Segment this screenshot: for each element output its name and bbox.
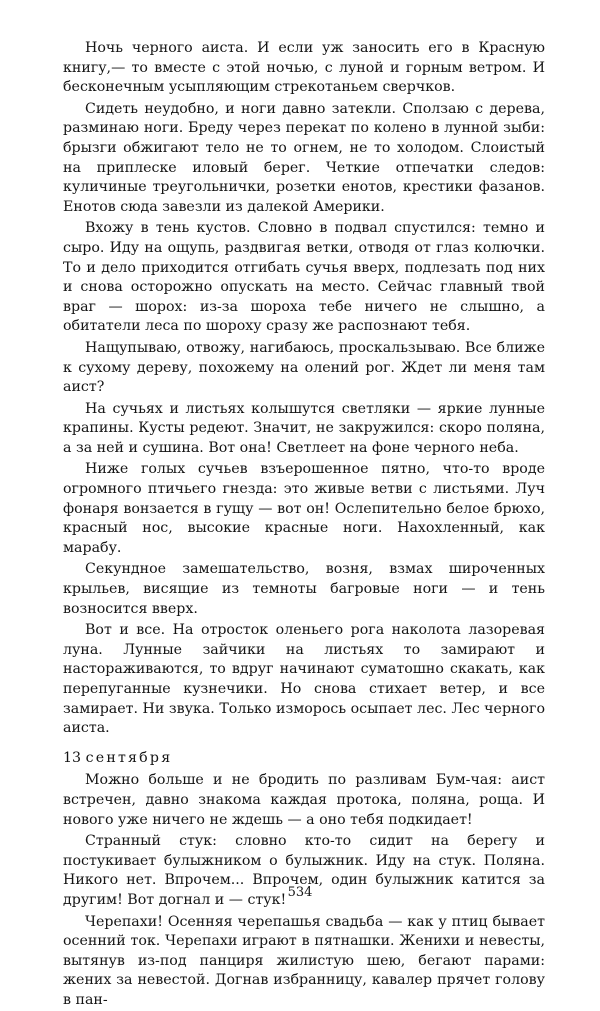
paragraph: Сидеть неудобно, и ноги давно затекли. Сползаю с дерева, разминаю ноги. Бреду через перекат по колено в лунной зыби: брызги обжигают тело не то огнем, не то холодом. Слоистый на приплеске иловый берег. Четкие отпечатки следов: куличиные треугольнички, розетки енотов, крестики фазанов. Енотов сюда завезли из далекой Америки. [63,100,545,215]
date-heading [63,749,545,769]
paragraph: Ночь черного аиста. И если уж заносить его в Красную книгу,— то вместе с этой ночью, с луной и горным ветром. И бесконечным усыпляющим стрекотаньем сверчков. [63,40,545,96]
page-text [63,39,545,1011]
paragraph: Вот и все. На отросток оленьего рога наколота лазоревая луна. Лунные зайчики на листьях то замирают и настораживаются, то вдруг начинают суматошно скакать, как перепуганные кузнечики. Но снова стихает ветер, и все замирает. Ни звука. Только изморось осыпает лес. Лес черного аиста. [63,622,545,737]
paragraph: Ниже голых сучьев взъерошенное пятно, что-то вроде огромного птичьего гнезда: это живые ветви с листьями. Луч фонаря вонзается в гущу — вот он! Ослепительно белое брюхо, красный нос, высокие красные ноги. Нахохленный, как марабу. [63,461,545,556]
paragraph: Черепахи! Осенняя черепашья свадьба — как у птиц бывает осенний ток. Черепахи играют в пятнашки. Женихи и невесты, вытянув из-под панциря жилистую шею, бегают парами: жених за невестой. Догнав избранницу, кавалер прячет голову в пан- [63,913,545,1008]
paragraph: Можно больше и не бродить по разливам Бум-чая: аист встречен, давно знакома каждая протока, поляна, роща. И нового уже ничего не ждешь — а оно тебя подкидает! [63,772,545,828]
date-month: сентября [85,749,173,766]
paragraph: Секундное замешательство, возня, взмах широченных крыльев, висящие из темноты багровые ноги — и тень возносится вверх. [63,561,545,617]
date-day: 13 [63,749,82,766]
paragraph: Нащупываю, отвожу, нагибаюсь, проскальзываю. Все ближе к сухому дереву, похожему на олений рог. Ждет ли меня там аист? [63,339,545,396]
paragraph: Странный стук: словно кто-то сидит на берегу и постукивает булыжником о булыжник. Иду на стук. Поляна. Никого нет. Впрочем... Впрочем, один булыжник катится за другим! Вот догнал и — стук! [63,833,545,908]
page-number: 534 [287,885,313,900]
paragraph: На сучьях и листьях колышутся светляки — яркие лунные крапины. Кусты редеют. Значит, не закружился: скоро поляна, а за ней и сушина. Вот она! Светлеет на фоне черного неба. [63,400,545,456]
paragraph: Вхожу в тень кустов. Словно в подвал спустился: темно и сыро. Иду на ощупь, раздвигая ветки, отводя от глаз колючки. То и дело приходится отгибать сучья вверх, подлезать под них и снова осторожно опускать на место. Сейчас главный твой враг — шорох: из-за шороха тебе ничего не слышно, а обитатели леса по шороху сразу же распознают тебя. [63,220,545,335]
